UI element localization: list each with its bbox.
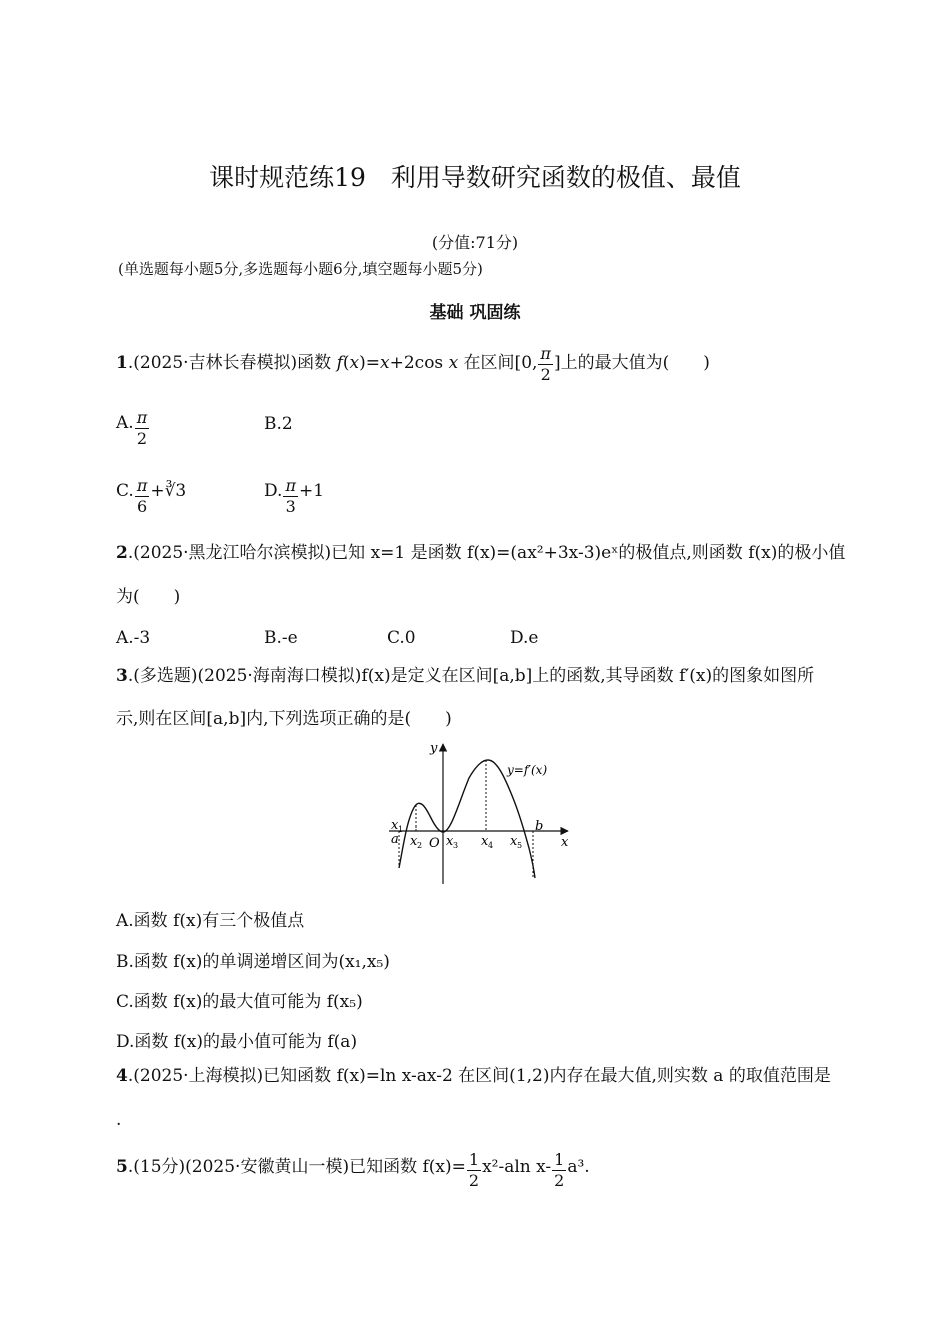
b-label: b	[535, 819, 544, 834]
q1-option-b: B.2	[264, 414, 293, 434]
svg-text:x: x	[446, 834, 454, 849]
x4-label	[481, 834, 493, 850]
question-2-line2: 为( )	[116, 587, 181, 607]
question-number: 1	[116, 353, 128, 373]
section-heading: 基础 巩固练	[429, 303, 521, 323]
q3-option-c: C.函数 f(x)的最大值可能为 f(x₅)	[116, 992, 363, 1012]
svg-text:x: x	[410, 834, 418, 849]
svg-text:4: 4	[488, 841, 494, 850]
question-3: 3.(多选题)(2025·海南海口模拟)f(x)是定义在区间[a,b]上的函数,其导函数 f′(x)的图象如图所	[116, 666, 815, 686]
derivative-graph	[385, 738, 580, 888]
question-3-line2: 示,则在区间[a,b]内,下列选项正确的是( )	[116, 709, 452, 729]
question-2: 2.(2025·黑龙江哈尔滨模拟)已知 x=1 是函数 f(x)=(ax²+3x-3)eˣ的极值点,则函数 f(x)的极小值	[116, 543, 846, 563]
scoring-rule: (单选题每小题5分,多选题每小题6分,填空题每小题5分)	[118, 260, 483, 278]
x3-label	[446, 834, 458, 850]
x2-label	[410, 834, 422, 850]
q3-option-d: D.函数 f(x)的最小值可能为 f(a)	[116, 1032, 358, 1052]
question-number: 3	[116, 666, 128, 686]
svg-text:1: 1	[398, 825, 404, 834]
x-axis-label: x	[561, 835, 569, 850]
question-1: 1.(2025·吉林长春模拟)函数 f(x)=x+2cos x 在区间[0, $\frac{\pi}{2}$ ]上的最大值为( )	[116, 344, 710, 384]
svg-text:3: 3	[453, 841, 459, 850]
origin-label: O	[429, 836, 440, 851]
q1-option-c: C. $\frac{\pi}{6}$ +∛3	[116, 476, 187, 516]
svg-text:x: x	[481, 834, 489, 849]
svg-text:x: x	[391, 818, 399, 833]
q2-option-c: C.0	[387, 628, 416, 648]
q3-option-b: B.函数 f(x)的单调递增区间为(x₁,x₅)	[116, 952, 390, 972]
derivative-curve	[399, 760, 535, 878]
svg-text:5: 5	[517, 841, 523, 850]
q1-option-d: D. $\frac{\pi}{3}$ +1	[264, 476, 325, 516]
question-number: 5	[116, 1157, 128, 1177]
question-number: 2	[116, 543, 128, 563]
q2-option-b: B.-e	[264, 628, 298, 648]
q2-option-a: A.-3	[116, 628, 151, 648]
svg-text:2: 2	[417, 841, 423, 850]
curve-label: y=f′(x)	[507, 763, 548, 777]
page-title: 课时规范练19 利用导数研究函数的极值、最值	[209, 163, 741, 192]
q1-option-a: A. $\frac{\pi}{2}$	[116, 408, 148, 448]
question-number: 4	[116, 1066, 128, 1086]
q2-option-d: D.e	[510, 628, 539, 648]
x1-label	[391, 818, 403, 834]
question-5: 5.(15分)(2025·安徽黄山一模)已知函数 f(x)= $\frac{1}{2}$ x²-aln x- $\frac{1}{2}$ a³.	[116, 1150, 590, 1190]
question-4-blank: .	[116, 1110, 122, 1130]
question-4: 4.(2025·上海模拟)已知函数 f(x)=ln x-ax-2 在区间(1,2)内存在最大值,则实数 a 的取值范围是	[116, 1066, 831, 1086]
q3-option-a: A.函数 f(x)有三个极值点	[116, 911, 305, 931]
x5-label	[510, 834, 522, 850]
svg-text:x: x	[510, 834, 518, 849]
a-label: a	[391, 832, 399, 847]
score-note: (分值:71分)	[431, 233, 519, 252]
y-axis-label: y	[430, 741, 438, 756]
fraction: $\frac{\pi}{2}$	[540, 344, 551, 384]
